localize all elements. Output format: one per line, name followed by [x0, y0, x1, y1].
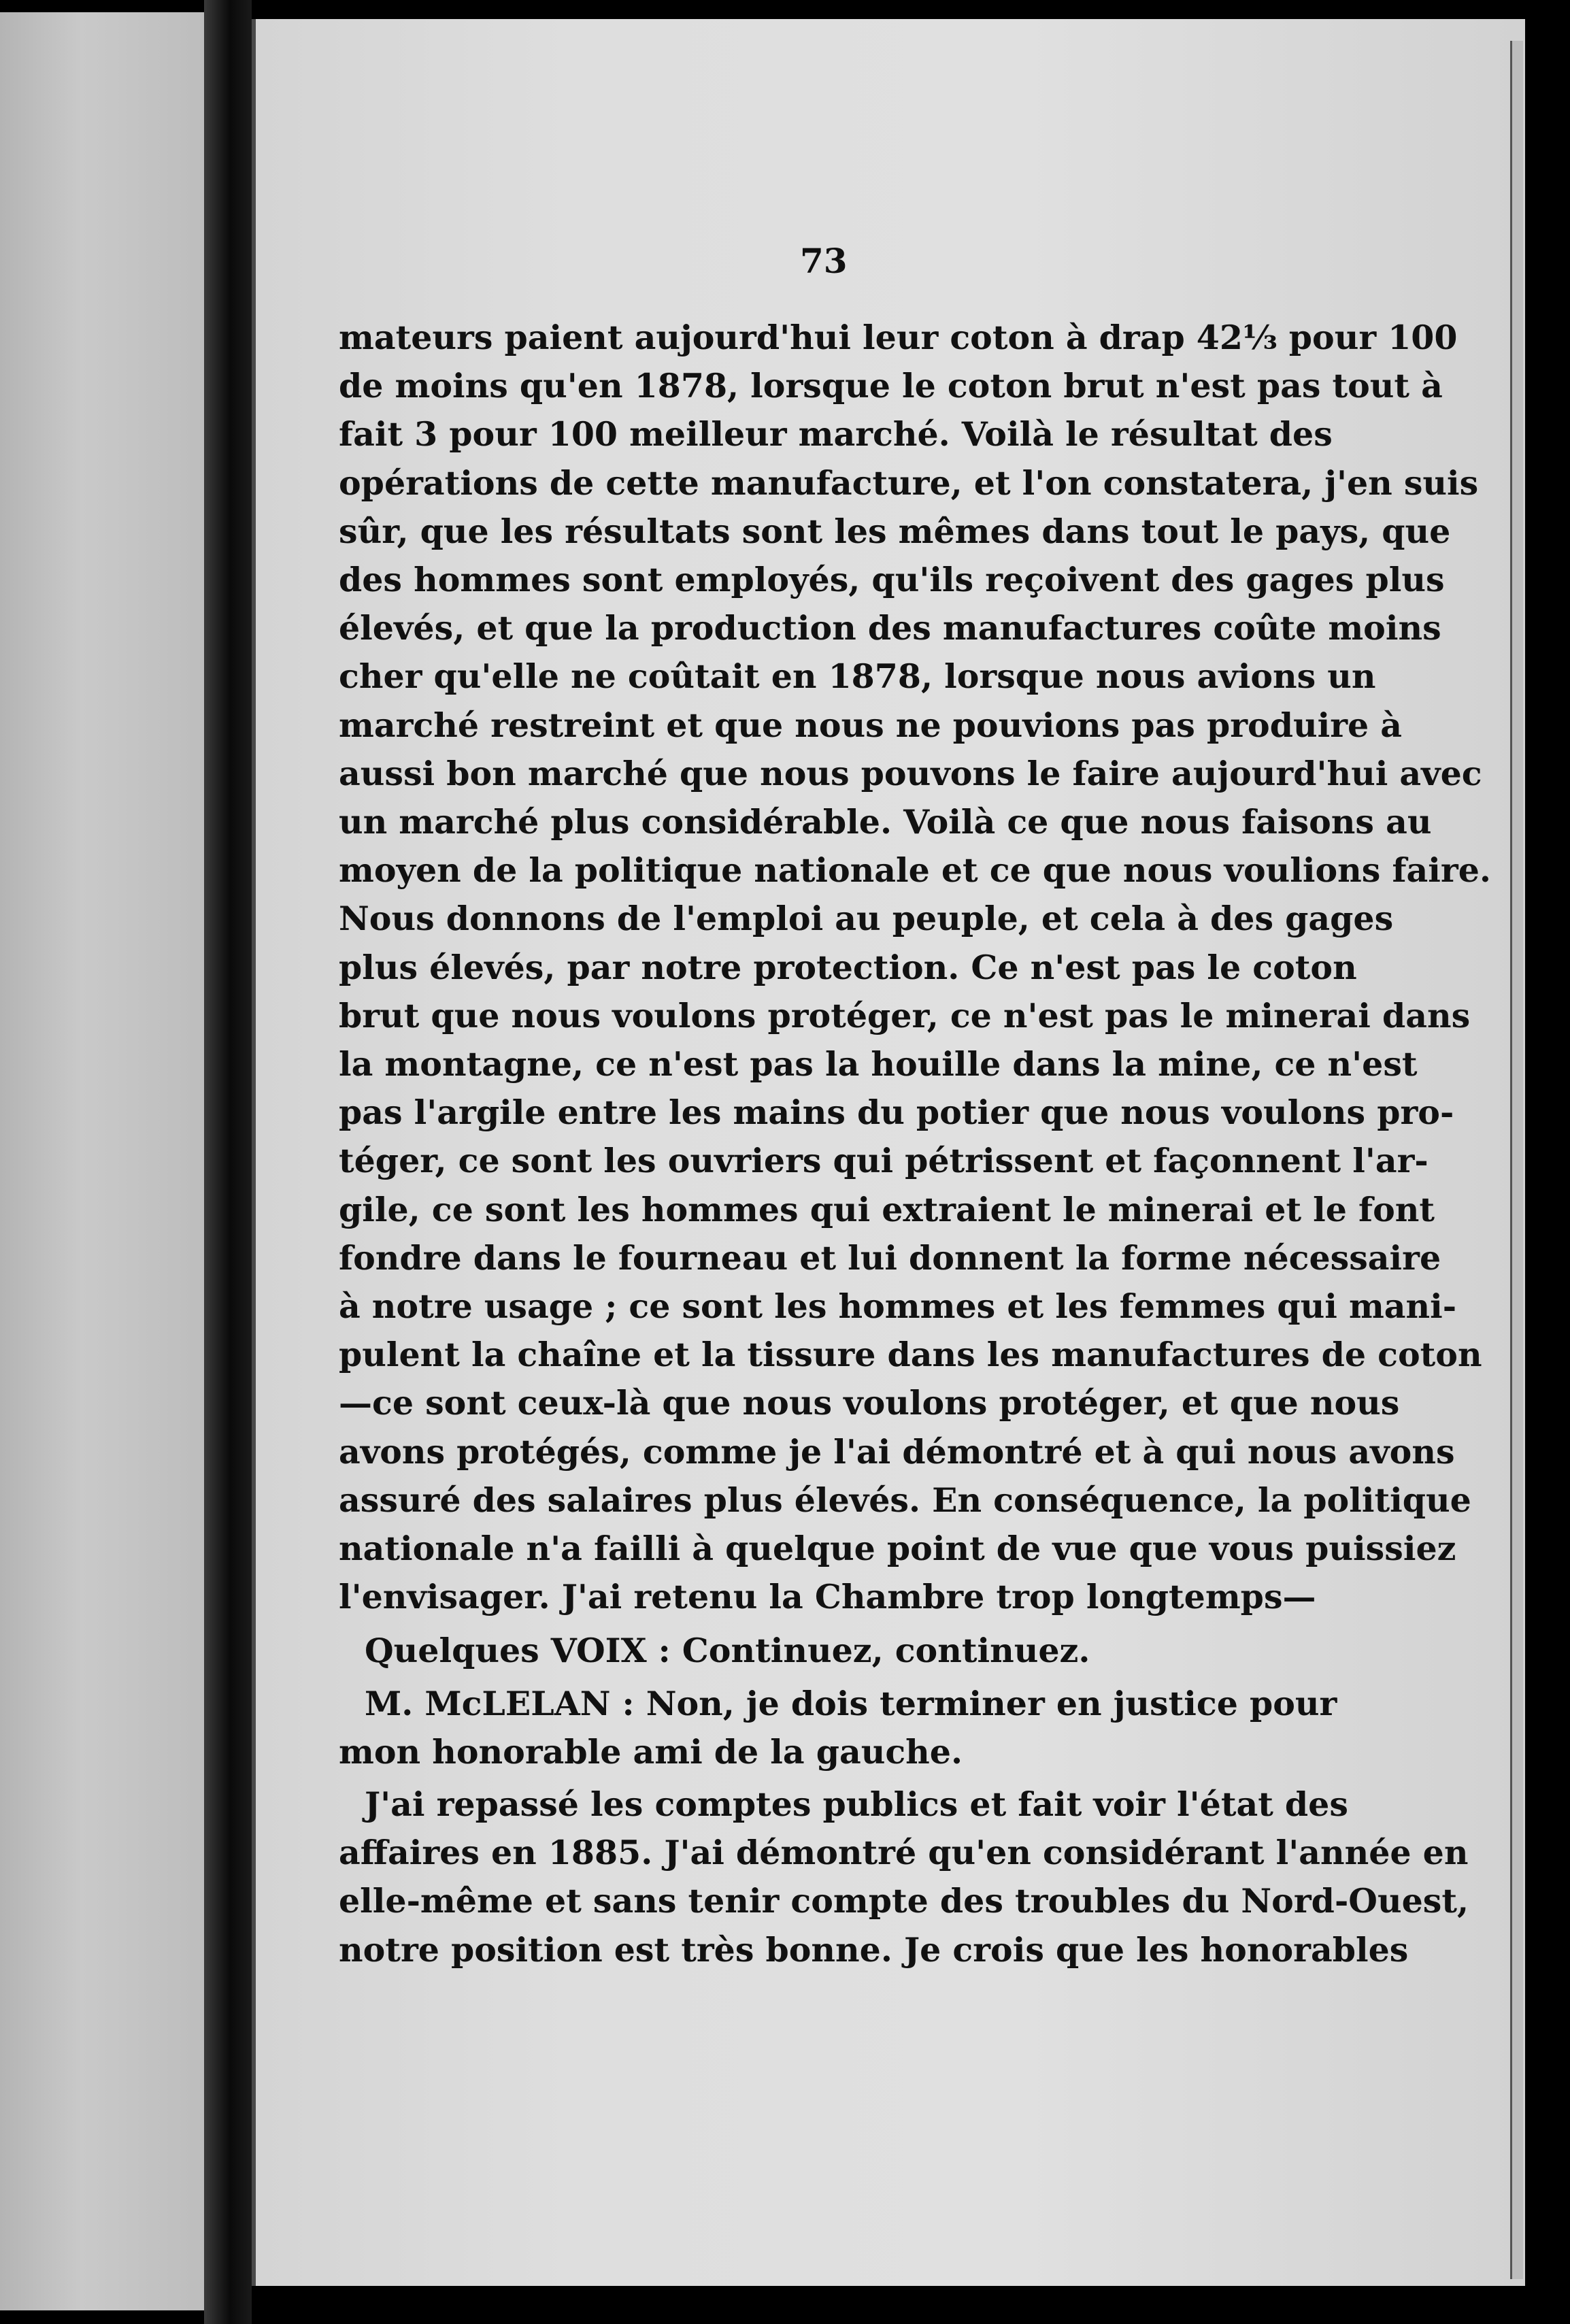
body-text-line: J'ai repassé les comptes publics et fait voir l'état des: [365, 1784, 1348, 1824]
body-text-line: l'envisager. J'ai retenu la Chambre trop longtemps—: [339, 1577, 1316, 1616]
left-facing-page: [0, 12, 204, 2310]
body-text-line: téger, ce sont les ouvriers qui pétrissent et façonnent l'ar-: [339, 1141, 1429, 1180]
body-text-line: gile, ce sont les hommes qui extraient le minerai et le font: [339, 1190, 1435, 1229]
right-page-edge: [1510, 41, 1523, 2279]
body-text-line: plus élevés, par notre protection. Ce n'est pas le coton: [339, 948, 1357, 987]
body-text-line: cher qu'elle ne coûtait en 1878, lorsque nous avions un: [339, 657, 1376, 696]
body-text-line: Nous donnons de l'emploi au peuple, et cela à des gages: [339, 899, 1394, 938]
body-text-line: sûr, que les résultats sont les mêmes dans tout le pays, que: [339, 512, 1451, 551]
body-text-line: notre position est très bonne. Je crois que les honorables: [339, 1930, 1409, 1970]
body-text-line: assuré des salaires plus élevés. En conséquence, la politique: [339, 1480, 1471, 1520]
body-text-line: mon honorable ami de la gauche.: [339, 1732, 963, 1772]
body-text-line: brut que nous voulons protéger, ce n'est pas le minerai dans: [339, 996, 1471, 1035]
body-text-line: elle-même et sans tenir compte des troubles du Nord-Ouest,: [339, 1881, 1469, 1921]
body-text-line: pulent la chaîne et la tissure dans les manufactures de coton: [339, 1335, 1482, 1374]
body-text-line: avons protégés, comme je l'ai démontré et à qui nous avons: [339, 1432, 1455, 1472]
body-text-line: marché restreint et que nous ne pouvions pas produire à: [339, 706, 1402, 745]
page-number: 73: [800, 241, 848, 281]
body-text-line: fait 3 pour 100 meilleur marché. Voilà le résultat des: [339, 414, 1333, 454]
body-text-line: un marché plus considérable. Voilà ce que nous faisons au: [339, 802, 1432, 842]
body-text-line: des hommes sont employés, qu'ils reçoivent des gages plus: [339, 560, 1445, 599]
body-text-line: nationale n'a failli à quelque point de vue que vous puissiez: [339, 1529, 1456, 1568]
book-spine: [204, 0, 252, 2324]
body-text-line: la montagne, ce n'est pas la houille dans la mine, ce n'est: [339, 1044, 1418, 1084]
body-text-line: —ce sont ceux-là que nous voulons protéger, et que nous: [339, 1383, 1400, 1423]
body-text-line: affaires en 1885. J'ai démontré qu'en considérant l'année en: [339, 1833, 1469, 1872]
body-text-line: pas l'argile entre les mains du potier que nous voulons pro-: [339, 1093, 1454, 1132]
body-text-line: opérations de cette manufacture, et l'on constatera, j'en suis: [339, 463, 1479, 503]
body-text-line: fondre dans le fourneau et lui donnent la forme nécessaire: [339, 1238, 1441, 1278]
body-text-line: moyen de la politique nationale et ce que nous voulions faire.: [339, 850, 1491, 890]
body-text-line: mateurs paient aujourd'hui leur coton à drap 42⅓ pour 100: [339, 318, 1458, 357]
body-text-line: M. McLELAN : Non, je dois terminer en justice pour: [365, 1684, 1337, 1723]
body-text-line: élevés, et que la production des manufactures coûte moins: [339, 608, 1441, 648]
body-text-line: à notre usage ; ce sont les hommes et les femmes qui mani-: [339, 1286, 1457, 1326]
body-text-line: Quelques VOIX : Continuez, continuez.: [365, 1631, 1090, 1670]
body-text-line: aussi bon marché que nous pouvons le faire aujourd'hui avec: [339, 754, 1482, 793]
body-text-line: de moins qu'en 1878, lorsque le coton brut n'est pas tout à: [339, 366, 1443, 405]
